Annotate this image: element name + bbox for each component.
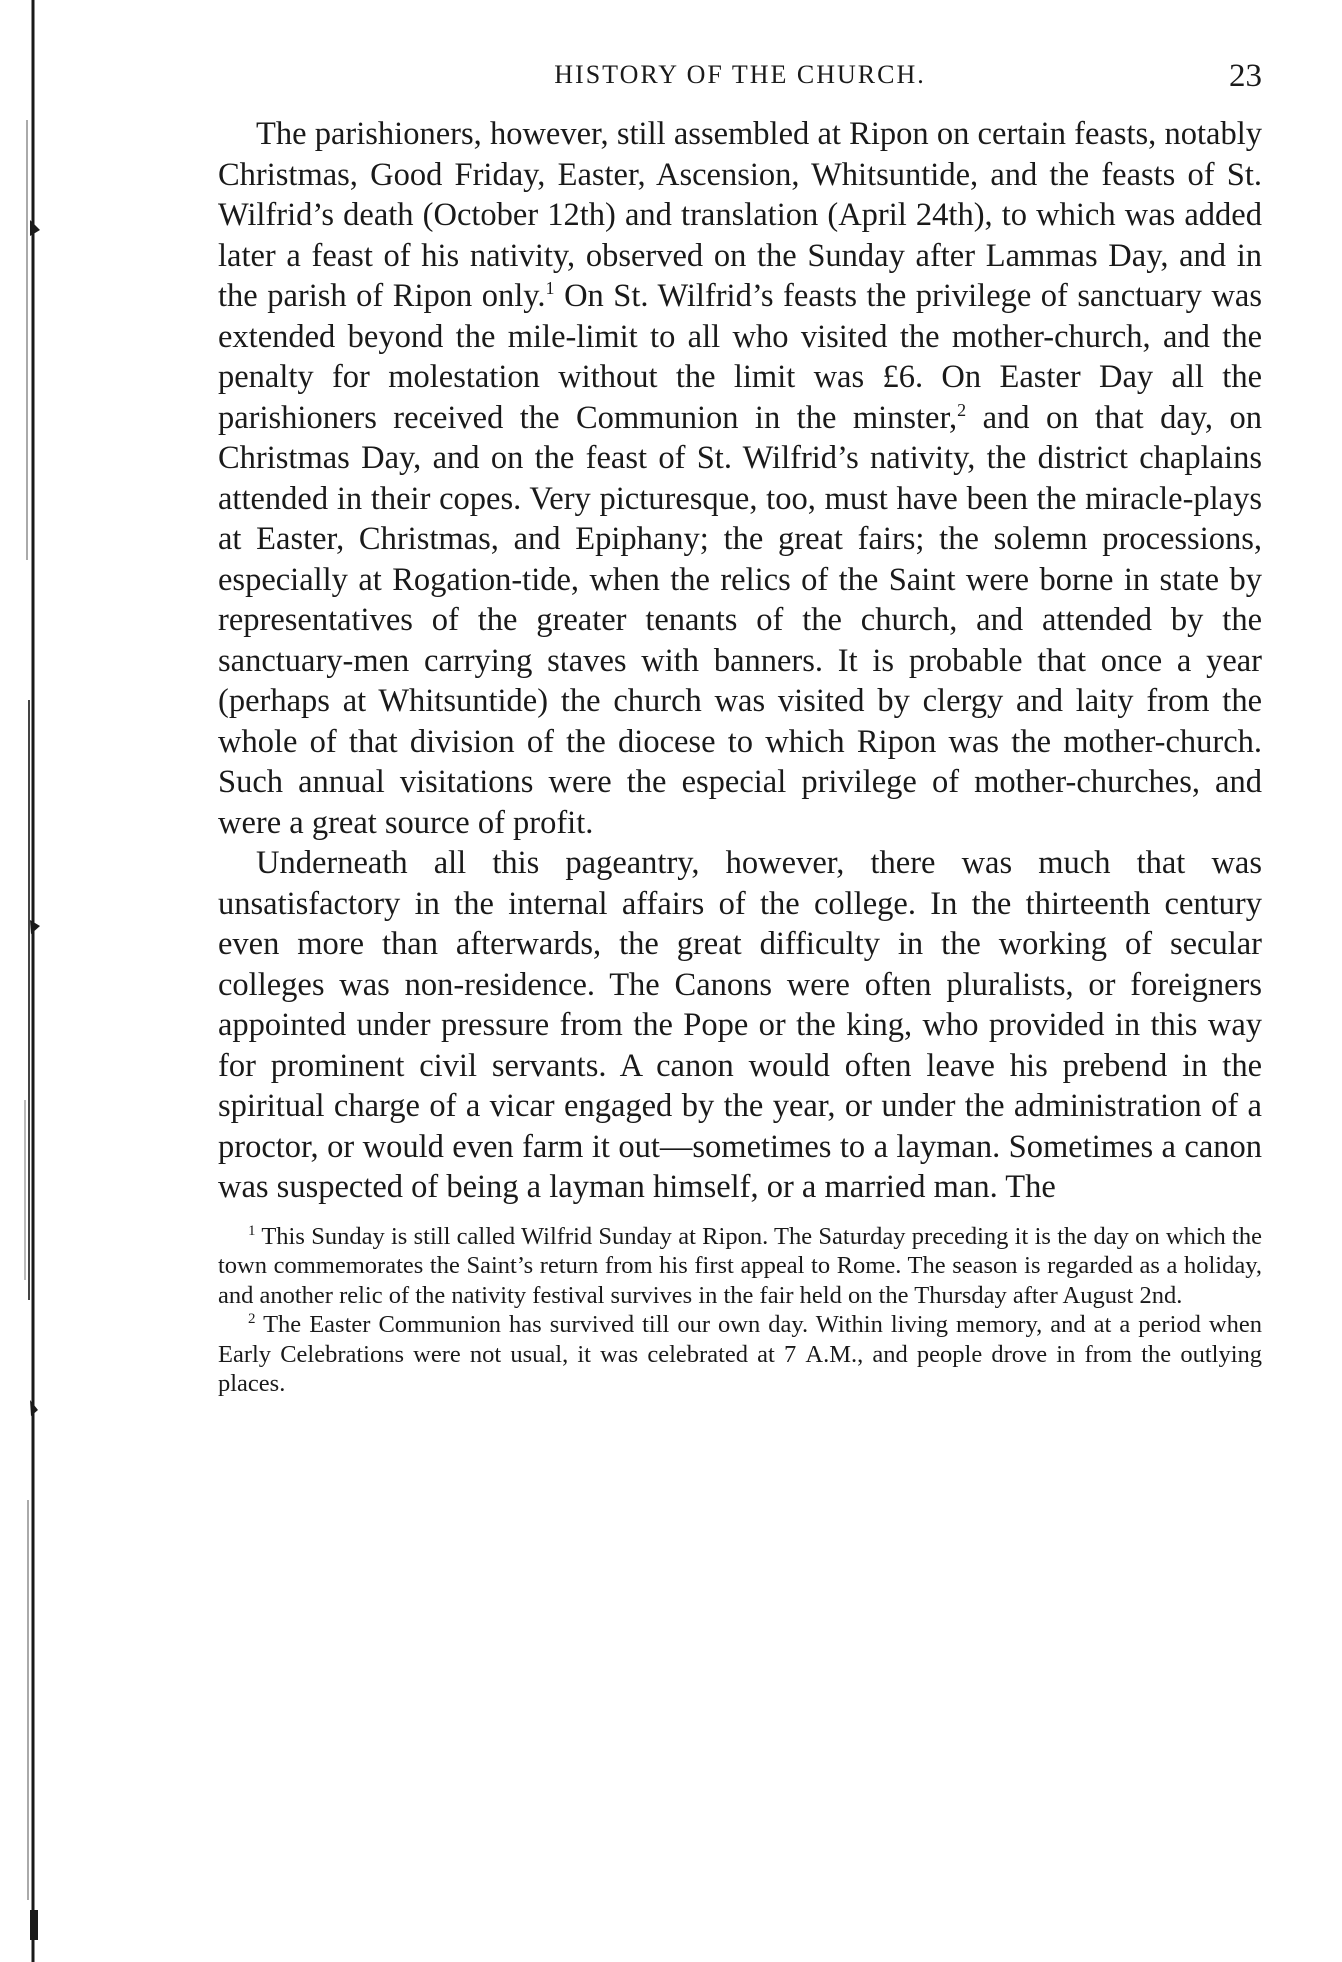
paragraph-1-text-b: On St. Wilfrid’s feasts the privilege of sanctuary was extended beyond the mile-limit to all who visited the mother-church, and the penalty for molestation without the limit was £6. On Easter Day all the parishioners received the Communion in the minster, — [218, 278, 1262, 436]
running-title: HISTORY OF THE CHURCH. — [554, 60, 926, 89]
footnote-2-mark: 2 — [248, 1311, 256, 1328]
footnote-2-text-a: The Easter Communion has survived till our own day. Within living memory, and at a period when Early Celebrations were not usual, it was celebrated at 7 — [218, 1311, 1262, 1368]
page-number: 23 — [1229, 58, 1262, 94]
footnote-1-mark: 1 — [248, 1222, 256, 1239]
footnote-ref-2: 2 — [957, 399, 967, 420]
running-head — [218, 58, 1262, 114]
page-binding-edge — [0, 0, 40, 1962]
paragraph-1-text-a: The parishioners, however, still assembled at Ripon on certain feasts, notably Christmas, Good Friday, Easter, Ascension, Whitsuntide, and the feasts of St. Wilfrid’s death (October 12th) and translation (April 24th), to which was added later a feast of his nativity, observed on the Sunday after Lammas Day, and in the parish of Ripon only. — [218, 116, 1262, 314]
paragraph-1-text-c: and on that day, on Christmas Day, and on the feast of St. Wilfrid’s nativity, the district chaplains attended in their copes. Very picturesque, too, must have been the miracle-plays at Easter, Christmas, and Epiphany; the great fairs; the solemn processions, especially at Rogation-tide, when the relics of the Saint were borne in state by representatives of the greater tenants of the church, and attended by the sanctuary-men carrying staves with banners. It is probable that once a year (perhaps at Whitsuntide) the church was visited by clergy and laity from the whole of that division of the diocese to which Ripon was the mother-church. Such annual visitations were the especial privilege of mother-churches, and were a great source of profit. — [218, 399, 1262, 841]
footnote-2 — [218, 1310, 1262, 1399]
footnote-2-text-b: , and people drove in from the outlying places. — [218, 1340, 1262, 1398]
footnote-ref-1: 1 — [545, 278, 555, 299]
paragraph-2: Underneath all this pageantry, however, there was much that was unsatisfactory in the internal affairs of the college. In the thirteenth century even more than afterwards, the great difficulty in the working of secular colleges was non-residence. The Canons were often pluralists, or foreigners appointed under pressure from the Pope or the king, who provided in this way for prominent civil servants. A canon would often leave his prebend in the spiritual charge of a vicar engaged by the year, or under the administration of a proctor, or would even farm it out—sometimes to a layman. Sometimes a canon was suspected of being a layman himself, or a married man. The — [218, 845, 1262, 1205]
footnote-2-time: A.M. — [805, 1340, 858, 1368]
footnote-1-text: This Sunday is still called Wilfrid Sunday at Ripon. The Saturday preceding it is the day on which the town commemorates the Saint’s return from his first appeal to Rome. The season is regarded as a holiday, and another relic of the nativity festival survives in the fair held on the Thursday after August 2nd. — [218, 1222, 1262, 1309]
book-page — [218, 58, 1262, 1399]
paragraph-1 — [218, 114, 1262, 843]
footnotes — [218, 1222, 1262, 1400]
footnote-1 — [218, 1222, 1262, 1311]
body-text — [218, 114, 1262, 1208]
